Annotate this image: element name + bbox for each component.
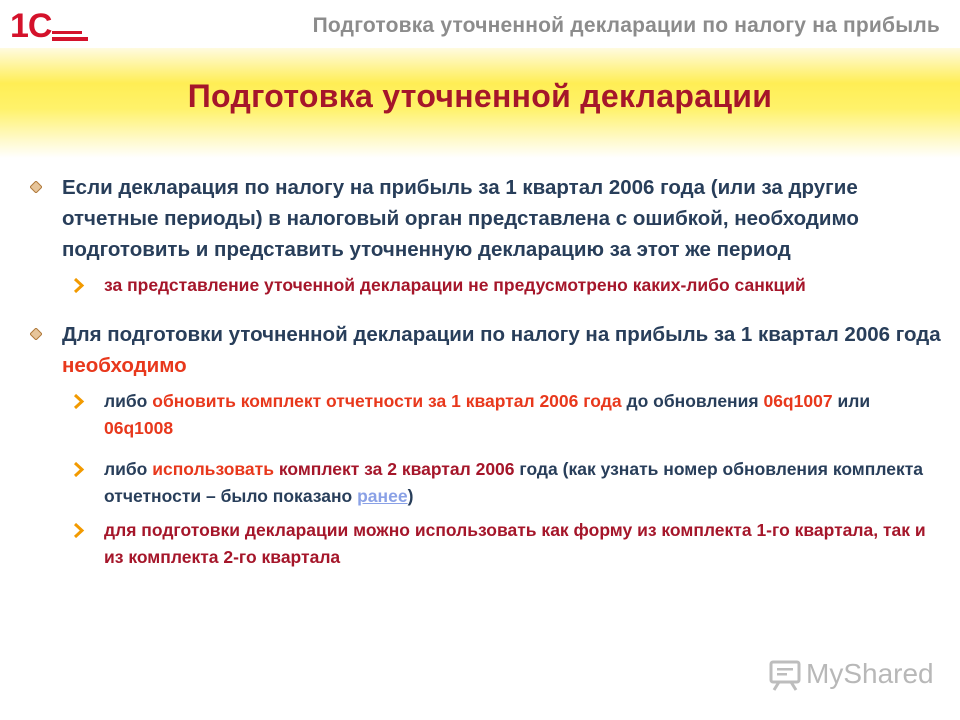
- slide-title: Подготовка уточненной декларации: [187, 78, 773, 114]
- sub-2-1-p4: 06q1007: [763, 391, 833, 411]
- content: [0, 172, 960, 571]
- sub-2-1-p1: либо: [104, 391, 148, 411]
- chevron-right-icon: [73, 394, 85, 409]
- 1c-logo: [8, 6, 92, 44]
- sub-1-1-text: за представление уточенной декларации не предусмотрено каких-либо санкций: [104, 275, 806, 295]
- sub-2-2-p3: комплект за 2 квартал 2006: [278, 459, 515, 479]
- myshared-watermark: [768, 656, 938, 696]
- sub-2-1: [0, 388, 960, 442]
- sub-2-3-text: для подготовки декларации можно использовать как форму из комплекта 1-го квартала, так и из комплекта 2-го квартала: [104, 520, 926, 567]
- sub-2-2-p4: года (как узнать номер обновления комплекта отчетности – было показано: [104, 459, 924, 506]
- bullet-2-text-b: необходимо: [62, 354, 187, 377]
- bullet-2: [0, 319, 960, 381]
- bullet-1: [0, 172, 960, 265]
- sub-2-1-p6: 06q1008: [104, 418, 174, 438]
- sub-2-3: [0, 517, 960, 571]
- presentation-board-icon: [768, 658, 802, 692]
- diamond-bullet-icon: [30, 181, 42, 193]
- chevron-right-icon: [73, 523, 85, 538]
- sub-2-2-p6: ): [407, 486, 414, 506]
- sub-2-1-p5: или: [837, 391, 871, 411]
- header-title: Подготовка уточненной декларации по налогу на прибыль: [312, 14, 940, 37]
- sub-2-1-p3: до обновления: [626, 391, 759, 411]
- sub-1-1: [0, 272, 960, 299]
- bullet-2-text-a: Для подготовки уточненной декларации по налогу на прибыль за 1 квартал 2006 года: [62, 323, 941, 346]
- sub-2-2: [0, 456, 960, 510]
- sub-2-2-p2: использовать: [152, 459, 274, 479]
- bullet-1-text: Если декларация по налогу на прибыль за 1 квартал 2006 года (или за другие отчетные периоды) в налоговый орган представлена с ошибкой, необходимо подготовить и представить уточненную декларацию за этот же период: [62, 176, 859, 261]
- diamond-bullet-icon: [30, 328, 42, 340]
- header-bar: [0, 0, 960, 48]
- brand-text: MyShared: [806, 658, 934, 689]
- chevron-right-icon: [73, 462, 85, 477]
- 1c-logo-text: 1С: [10, 7, 52, 44]
- sub-2-2-p1: либо: [104, 459, 148, 479]
- chevron-right-icon: [73, 278, 85, 293]
- earlier-link[interactable]: ранее: [357, 486, 408, 506]
- sub-2-1-p2: обновить комплект отчетности за 1 квартал 2006 года: [152, 391, 622, 411]
